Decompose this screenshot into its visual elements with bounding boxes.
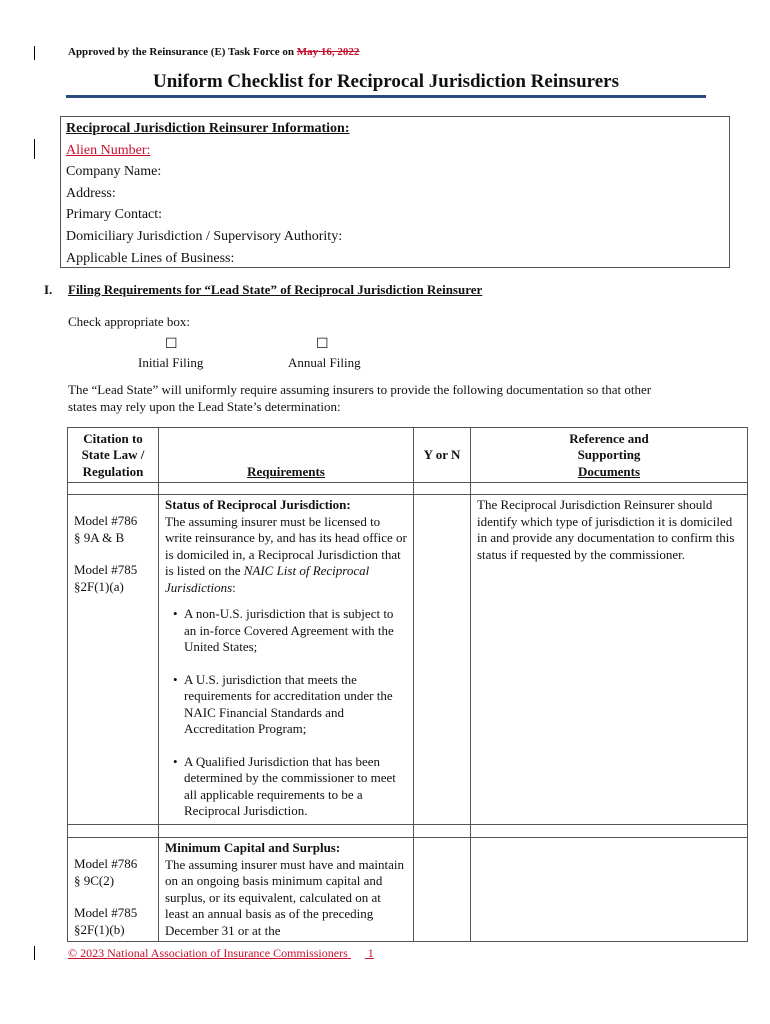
reference-cell: The Reciprocal Jurisdiction Reinsurer should identify which type of jurisdiction it is domiciled in and provide any documentation to confirm this status if requested by the commissioner.	[471, 495, 748, 825]
reinsurer-info-box	[60, 116, 730, 268]
header-line: Regulation	[82, 463, 144, 479]
requirement-title: Minimum Capital and Surplus:	[165, 840, 341, 855]
approval-prefix: Approved by the Reinsurance (E) Task Force on	[68, 46, 295, 58]
lines-of-business-field: Applicable Lines of Business:	[66, 250, 235, 266]
company-name-field: Company Name:	[66, 164, 162, 180]
approval-line	[68, 46, 359, 58]
requirement-text-italic: NAIC List of Reciprocal Jurisdictions	[165, 563, 370, 595]
requirement-title: Status of Reciprocal Jurisdiction:	[165, 497, 351, 512]
approval-date-struck: May 16, 2022	[296, 46, 360, 58]
jurisdiction-list	[165, 606, 407, 820]
section-title: Filing Requirements for “Lead State” of Reciprocal Jurisdiction Reinsurer	[68, 282, 483, 297]
intro-line: The “Lead State” will uniformly require assuming insurers to provide the following documentation so that other	[68, 382, 652, 397]
footer-copyright: © 2023 National Association of Insurance Commissioners	[68, 946, 348, 960]
spacer-row	[68, 825, 748, 838]
citation-cell	[68, 838, 159, 942]
header-line: Documents	[577, 463, 641, 479]
table-row	[68, 495, 748, 825]
address-field: Address:	[66, 185, 116, 201]
spacer-cell	[159, 483, 414, 495]
requirement-cell	[159, 495, 414, 825]
citation-line: Model #785	[74, 905, 138, 920]
header-text: Requirements	[247, 463, 325, 479]
citation-cell	[68, 495, 159, 825]
citation-line: § 9A & B	[74, 529, 125, 545]
table-row	[68, 838, 748, 942]
spacer-cell	[471, 483, 748, 495]
citation-line: Model #786	[74, 513, 138, 528]
spacer-cell	[159, 825, 414, 838]
primary-contact-field: Primary Contact:	[66, 207, 163, 223]
requirement-text: The assuming insurer must have and maintain on an ongoing basis minimum capital and surplus, or its equivalent, calculated on at least an annual basis as of the preceding December 31 or at the	[165, 856, 405, 938]
domiciliary-field: Domiciliary Jurisdiction / Supervisory Authority:	[66, 228, 343, 244]
header-line: Supporting	[577, 447, 641, 462]
yn-cell[interactable]	[414, 495, 471, 825]
spacer-row	[68, 483, 748, 495]
header-line: State Law /	[81, 447, 145, 462]
spacer-cell	[414, 483, 471, 495]
change-bar	[34, 139, 35, 159]
citation-line: §2F(1)(a)	[74, 578, 124, 594]
header-line: Reference and	[569, 430, 649, 446]
header-text: Y or N	[423, 446, 461, 462]
yn-cell[interactable]	[414, 838, 471, 942]
check-instruction: Check appropriate box:	[68, 314, 191, 329]
requirement-text-colon: :	[232, 579, 236, 595]
citation-line: Model #786	[74, 856, 138, 871]
intro-line: states may rely upon the Lead State’s determination:	[68, 399, 341, 414]
citation-line: §2F(1)(b)	[74, 921, 125, 937]
section-number: I.	[44, 282, 53, 297]
initial-filing-label: Initial Filing	[138, 355, 204, 370]
spacer-cell	[471, 825, 748, 838]
change-bar	[34, 946, 35, 960]
info-heading: Reciprocal Jurisdiction Reinsurer Information:	[66, 121, 350, 136]
document-title: Uniform Checklist for Reciprocal Jurisdiction Reinsurers	[153, 71, 619, 92]
reference-cell	[471, 838, 748, 942]
alien-number-field: Alien Number:	[66, 142, 151, 158]
page-number: 1	[367, 946, 374, 960]
change-bar	[34, 46, 35, 60]
spacer-cell	[68, 825, 159, 838]
citation-line: Model #785	[74, 562, 138, 577]
reference-header	[471, 428, 748, 483]
header-line: Citation to	[83, 430, 143, 446]
table-header-row	[68, 428, 748, 483]
list-item: • A Qualified Jurisdiction that has been determined by the commissioner to meet all applicable requirements to be a Reciprocal Jurisdiction.	[175, 754, 407, 820]
title-rule	[66, 95, 706, 98]
list-item: • A U.S. jurisdiction that meets the requirements for accreditation under the NAIC Financial Standards and Accreditation Program;	[175, 672, 407, 738]
footer	[68, 946, 374, 961]
requirement-text	[165, 514, 407, 597]
citation-header	[68, 428, 159, 483]
annual-filing-label: Annual Filing	[288, 355, 361, 370]
intro-paragraph	[68, 381, 718, 415]
list-item: • A non-U.S. jurisdiction that is subject to an in-force Covered Agreement with the United States;	[175, 606, 407, 656]
requirements-header	[159, 428, 414, 483]
requirements-table	[67, 427, 748, 942]
yn-header	[414, 428, 471, 483]
requirement-cell	[159, 838, 414, 942]
citation-line: § 9C(2)	[74, 872, 115, 888]
requirement-text-main: The assuming insurer must be licensed to write reinsurance by, and has its head office or is domiciled in, a Reciprocal Jurisdiction that is listed on the	[165, 513, 407, 578]
spacer-cell	[414, 825, 471, 838]
spacer-cell	[68, 483, 159, 495]
initial-filing-checkbox[interactable]: ☐	[165, 337, 178, 352]
annual-filing-checkbox[interactable]: ☐	[316, 337, 329, 352]
